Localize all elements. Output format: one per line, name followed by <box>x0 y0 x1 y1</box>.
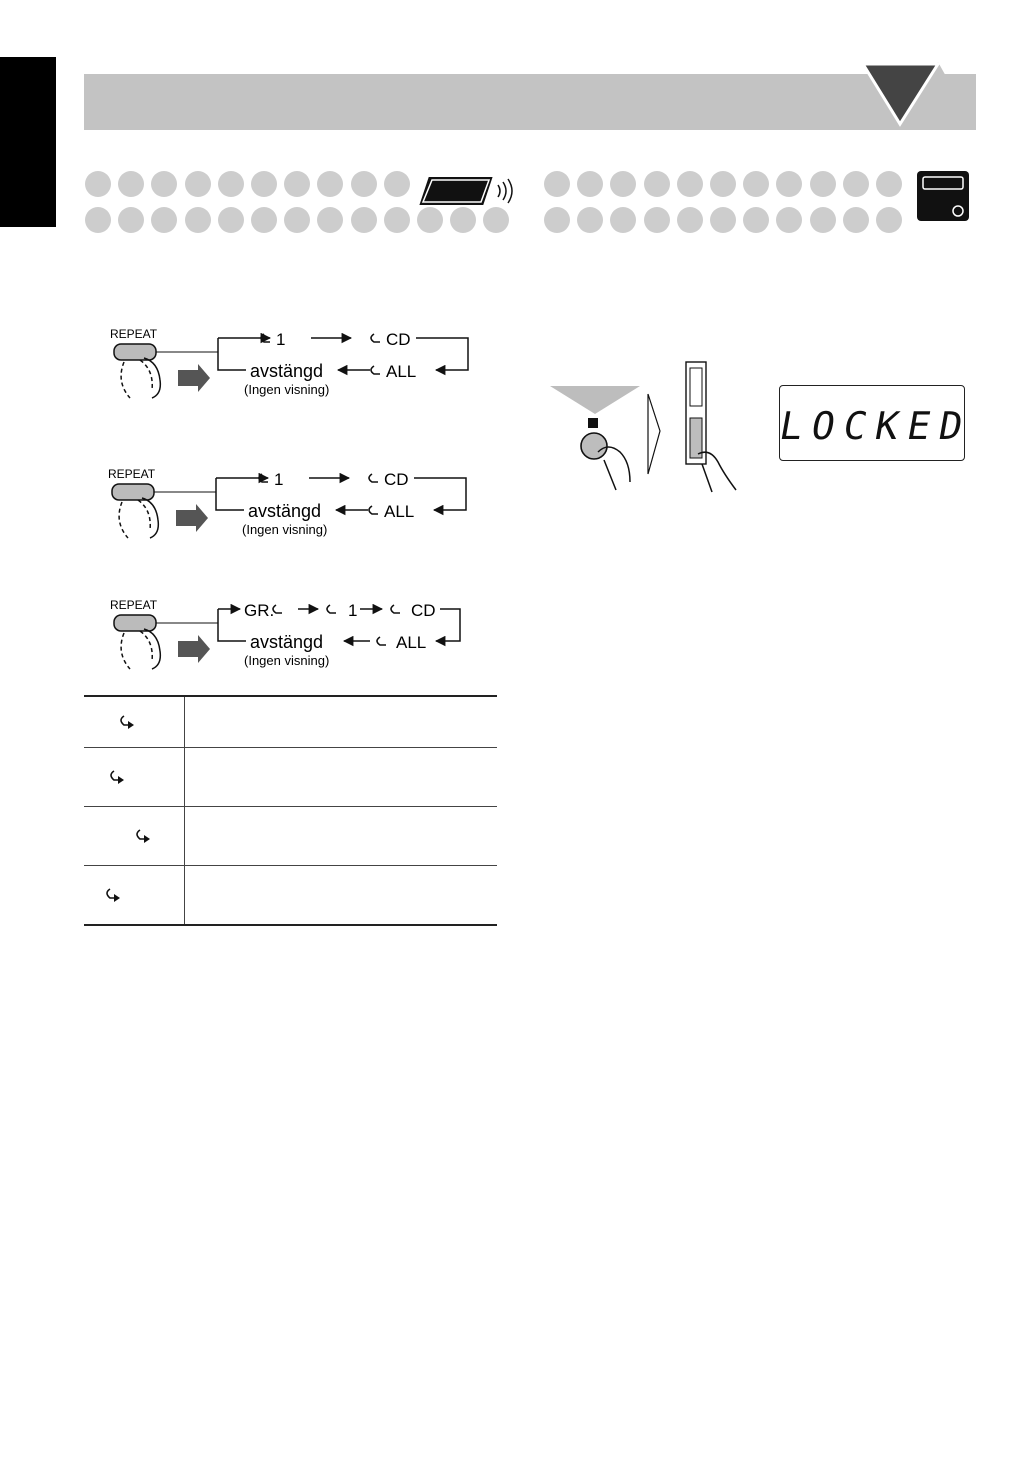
header-dot <box>85 171 111 197</box>
no-display-note: (Ingen visning) <box>244 382 330 397</box>
mode-icon-cell <box>84 866 184 926</box>
header-dot <box>644 171 670 197</box>
header-dot <box>218 207 244 233</box>
header-dot <box>810 171 836 197</box>
language-side-tab <box>0 57 56 227</box>
header-dot <box>185 171 211 197</box>
header-dot <box>351 171 377 197</box>
repeat-mode-table <box>84 695 497 926</box>
table-row <box>84 866 497 926</box>
header-dot <box>218 171 244 197</box>
mode-repeat-all: ALL <box>384 502 415 521</box>
header-dot <box>776 171 802 197</box>
header-dot <box>118 207 144 233</box>
header-dot <box>776 207 802 233</box>
mode-off: avstängd <box>250 632 324 652</box>
section-header-bar <box>84 74 976 130</box>
stop-button-illustration <box>548 356 748 496</box>
header-dot <box>384 171 410 197</box>
mode-icon-cell <box>84 696 184 748</box>
header-dot <box>251 171 277 197</box>
header-dot <box>317 171 343 197</box>
repeat-icon <box>118 714 136 730</box>
mode-repeat-1: 1 <box>276 330 286 349</box>
header-dot <box>544 207 570 233</box>
header-dot <box>85 207 111 233</box>
repeat-button[interactable] <box>112 484 154 500</box>
stop-icon <box>588 418 598 428</box>
mode-description <box>184 866 497 926</box>
header-dot <box>876 207 902 233</box>
header-dot <box>710 207 736 233</box>
table-row <box>84 748 497 807</box>
header-dot <box>384 207 410 233</box>
mode-description <box>184 748 497 807</box>
mode-icon-cell <box>84 807 184 866</box>
header-dot <box>743 171 769 197</box>
main-unit-icon <box>916 170 970 222</box>
header-dot <box>284 207 310 233</box>
stop-button[interactable] <box>581 433 607 459</box>
header-dot <box>843 207 869 233</box>
header-dot <box>577 171 603 197</box>
repeat-icon <box>108 769 126 785</box>
repeat-button-label: REPEAT <box>110 598 158 612</box>
repeat-button[interactable] <box>114 344 156 360</box>
mode-repeat-all: ALL <box>396 633 427 652</box>
mode-repeat-group: GR. <box>244 601 275 620</box>
mode-description <box>184 696 497 748</box>
header-dot <box>544 171 570 197</box>
header-triangle-icon <box>860 62 978 132</box>
mode-off: avstängd <box>248 501 322 521</box>
display-panel <box>776 385 976 461</box>
header-dot <box>118 171 144 197</box>
display-locked-text: LOCKED <box>776 404 976 448</box>
mode-repeat-cd: CD <box>384 470 409 489</box>
header-dot <box>251 207 277 233</box>
header-dot <box>810 207 836 233</box>
header-dot <box>317 207 343 233</box>
mode-repeat-1: 1 <box>274 470 284 489</box>
header-dot <box>151 171 177 197</box>
table-row <box>84 696 497 748</box>
header-dot <box>644 207 670 233</box>
header-dot <box>743 207 769 233</box>
header-dot <box>677 171 703 197</box>
header-dot <box>610 207 636 233</box>
mode-repeat-all: ALL <box>386 362 417 381</box>
repeat-button[interactable] <box>114 615 156 631</box>
header-dot <box>577 207 603 233</box>
table-row <box>84 807 497 866</box>
repeat-button-label: REPEAT <box>110 327 158 341</box>
mode-repeat-cd: CD <box>411 601 436 620</box>
header-dot <box>610 171 636 197</box>
header-dot <box>843 171 869 197</box>
header-dot <box>876 171 902 197</box>
mode-repeat-1: 1 <box>348 601 358 620</box>
repeat-icon <box>134 828 152 844</box>
header-dot <box>151 207 177 233</box>
repeat-diagram-1 <box>106 322 478 402</box>
header-dot <box>710 171 736 197</box>
repeat-icon <box>104 887 122 903</box>
repeat-diagram-3 <box>106 593 478 673</box>
header-dot <box>284 171 310 197</box>
header-dot <box>351 207 377 233</box>
repeat-button-label: REPEAT <box>108 467 156 481</box>
remote-control-icon <box>414 172 514 212</box>
mode-description <box>184 807 497 866</box>
no-display-note: (Ingen visning) <box>242 522 328 537</box>
mode-off: avstängd <box>250 361 324 381</box>
header-dot <box>677 207 703 233</box>
mode-icon-cell <box>84 748 184 807</box>
no-display-note: (Ingen visning) <box>244 653 330 668</box>
mode-repeat-cd: CD <box>386 330 411 349</box>
repeat-diagram-2 <box>104 462 476 542</box>
header-dot <box>185 207 211 233</box>
